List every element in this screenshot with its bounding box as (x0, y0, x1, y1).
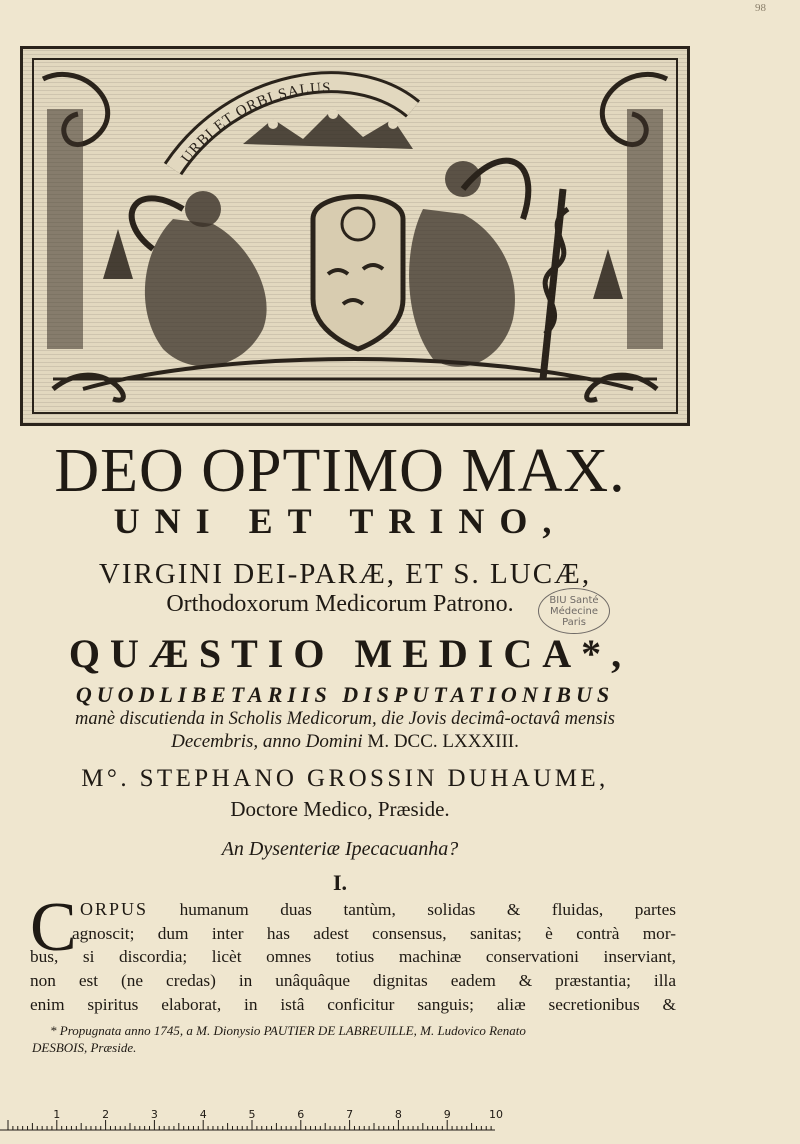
body-line-3: bus, si discordia; licèt omnes totius machinæ conservationi inserviant, (30, 947, 676, 967)
praeses-name: M°. STEPHANO GROSSIN DUHAUME, (81, 765, 609, 792)
ruler-label: 8 (394, 1108, 402, 1121)
ruler-label: 10 (489, 1108, 503, 1121)
ruler-label: 5 (248, 1108, 256, 1121)
body-line-1 (30, 898, 676, 922)
body-lead-word: ORPUS (80, 899, 149, 919)
motto-text: URBI ET ORBI SALUS (178, 80, 332, 167)
section-number: I. (332, 870, 348, 895)
stamp-line-2: Médecine (549, 606, 599, 617)
heading-deo-optimo: DEO OPTIMO MAX. (54, 437, 626, 505)
footnote-line-2: DESBOIS, Præside. (32, 1040, 137, 1055)
ruler-label: 3 (150, 1108, 158, 1121)
heading-patrono: Orthodoxorum Medicorum Patrono. (166, 591, 514, 617)
library-stamp (538, 588, 610, 634)
body-line-5: enim spiritus elaborat, in istâ conficitur sanguis; aliæ secretionibus & (30, 994, 676, 1014)
body-paragraph (30, 889, 676, 1017)
ruler-ticks (8, 1120, 491, 1130)
ruler-label: 9 (443, 1108, 451, 1121)
heading-virgini: VIRGINI DEI-PARÆ, ET S. LUCÆ, (98, 558, 592, 590)
subtitle-quodlibetariis: QUODLIBETARIIS DISPUTATIONIBUS (75, 682, 615, 707)
ruler-label: 1 (53, 1108, 61, 1121)
woodcut-illustration (23, 49, 687, 423)
subtitle-discutienda: manè discutienda in Scholis Medicorum, die Jovis decimâ-octavâ mensis (75, 709, 615, 729)
subtitle-date-year: M. DCC. LXXXIII. (367, 731, 519, 752)
quaestio-medica-title: QUÆSTIO MEDICA*, (68, 631, 632, 676)
drop-cap: C (30, 889, 77, 966)
woodcut-headpiece (20, 46, 690, 426)
subtitle-date-italic: Decembris, anno Domini (171, 731, 363, 752)
body-line-1-text: humanum duas tantùm, solidas & fluidas, partes (179, 900, 676, 919)
stamp-line-1: BIU Santé (549, 595, 599, 606)
footnote-line-1: * Propugnata anno 1745, a M. Dionysio PAUTIER DE LABREUILLE, M. Ludovico Renato (50, 1023, 526, 1038)
heading-uni-et-trino: UNI ET TRINO, (113, 501, 567, 541)
ruler-label: 2 (102, 1108, 110, 1121)
page-number: 98 (755, 2, 766, 14)
subtitle-date (30, 731, 660, 753)
thesis-question: An Dysenteriæ Ipecacuanha? (221, 838, 459, 860)
body-line-2: agnoscit; dum inter has adest consensus, sanitas; è contrà mor- (72, 923, 676, 943)
ruler-label: 7 (346, 1108, 354, 1121)
praeses-title: Doctore Medico, Præside. (230, 797, 450, 821)
ruler-label: 6 (297, 1108, 305, 1121)
footnote (32, 1022, 682, 1056)
ruler-label: 4 (199, 1108, 207, 1121)
body-line-4: non est (ne credas) in unâquâque dignitas eadem & præstantia; illa (30, 971, 676, 991)
stamp-line-3: Paris (562, 617, 586, 628)
